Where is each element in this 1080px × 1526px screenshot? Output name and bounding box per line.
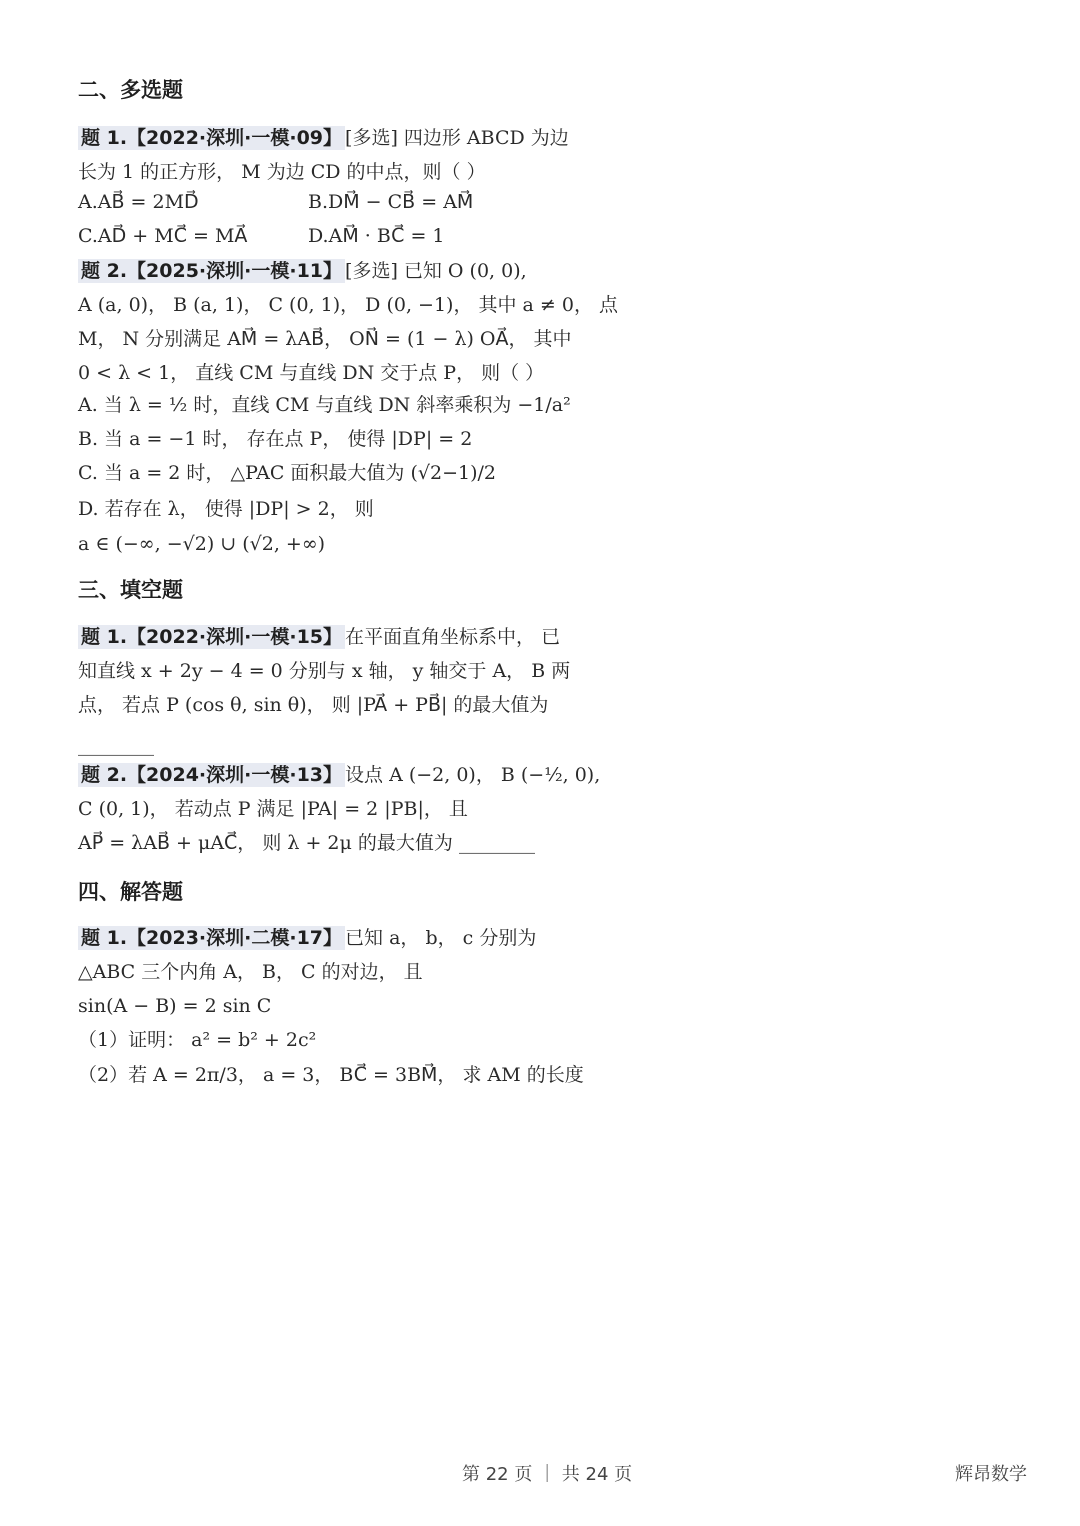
fill-q1-line-2: 知直线 x + 2y − 4 = 0 分别与 x 轴， y 轴交于 A， B 两 [78, 660, 571, 682]
multi-q2-option-a: A. 当 λ = ½ 时，直线 CM 与直线 DN 斜率乘积为 −1/a² [78, 394, 571, 416]
question-text: [多选] 四边形 ABCD 为边 [345, 127, 569, 149]
multi-q2-option-c: C. 当 a = 2 时， △PAC 面积最大值为 (√2−1)/2 [78, 462, 496, 484]
question-text: [多选] 已知 O (0, 0), [345, 260, 527, 282]
question-text: 在平面直角坐标系中， 已 [345, 626, 561, 648]
multi-q2-option-d: D. 若存在 λ， 使得 |DP| > 2， 则 [78, 498, 374, 520]
section-heading-answer: 四、解答题 [78, 880, 183, 904]
answer-q1-line-3: sin(A − B) = 2 sin C [78, 995, 272, 1017]
multi-q2-option-b: B. 当 a = −1 时， 存在点 P， 使得 |DP| = 2 [78, 428, 473, 450]
question-tag: 题 1.【2022·深圳·一模·15】 [78, 625, 345, 649]
fill-q1-line-3: 点， 若点 P (cos θ, sin θ)， 则 |PA⃗ + PB⃗| 的最大值为 [78, 694, 549, 716]
answer-q1-line-2: △ABC 三个内角 A， B， C 的对边， 且 [78, 961, 423, 983]
multi-q2-line-2: A (a, 0)， B (a, 1)， C (0, 1)， D (0, −1)， 其中 a ≠ 0， 点 [78, 294, 618, 316]
multi-q1-option-c: C.AD⃗ + MC⃗ = MA⃗ [78, 225, 248, 247]
question-text: 设点 A (−2, 0)， B (−½, 0), [345, 764, 601, 786]
brand-label: 辉昂数学 [955, 1464, 1027, 1485]
section-heading-multi: 二、多选题 [78, 78, 183, 102]
page-number: 第 22 页 ｜ 共 24 页 [462, 1464, 633, 1485]
multi-q1-option-d: D.AM⃗ · BC⃗ = 1 [308, 225, 445, 247]
section-heading-fill: 三、填空题 [78, 578, 183, 602]
multi-q2-line-1 [78, 259, 527, 283]
multi-q1-option-a: A.AB⃗ = 2MD⃗ [78, 191, 199, 213]
question-tag: 题 2.【2025·深圳·一模·11】 [78, 259, 345, 283]
question-tag: 题 1.【2023·深圳·二模·17】 [78, 926, 345, 950]
multi-q1-line-1 [78, 126, 569, 150]
multi-q2-option-d-cont: a ∈ (−∞, −√2) ∪ (√2, +∞) [78, 533, 326, 555]
multi-q2-line-3: M， N 分别满足 AM⃗ = λAB⃗， ON⃗ = (1 − λ) OA⃗， 其中 [78, 328, 572, 350]
question-tag: 题 1.【2022·深圳·一模·09】 [78, 126, 345, 150]
fill-q1-line-1 [78, 625, 560, 649]
fill-q2-line-3: AP⃗ = λAB⃗ + μAC⃗， 则 λ + 2μ 的最大值为 ________ [78, 832, 535, 854]
question-tag: 题 2.【2024·深圳·一模·13】 [78, 763, 345, 787]
multi-q1-option-b: B.DM⃗ − CB⃗ = AM⃗ [308, 191, 474, 213]
fill-q2-line-2: C (0, 1)， 若动点 P 满足 |PA| = 2 |PB|， 且 [78, 798, 468, 820]
question-text: 已知 a， b， c 分别为 [345, 927, 537, 949]
fill-q2-line-1 [78, 763, 600, 787]
answer-q1-part-2: （2）若 A = 2π/3， a = 3， BC⃗ = 3BM⃗， 求 AM 的长度 [78, 1064, 584, 1086]
multi-q1-line-2: 长为 1 的正方形， M 为边 CD 的中点，则（ ） [78, 161, 486, 183]
answer-q1-line-1 [78, 926, 536, 950]
answer-q1-part-1: （1）证明： a² = b² + 2c² [78, 1029, 317, 1051]
fill-q1-blank: ________ [78, 734, 154, 756]
multi-q2-line-4: 0 < λ < 1， 直线 CM 与直线 DN 交于点 P， 则（ ） [78, 362, 545, 384]
